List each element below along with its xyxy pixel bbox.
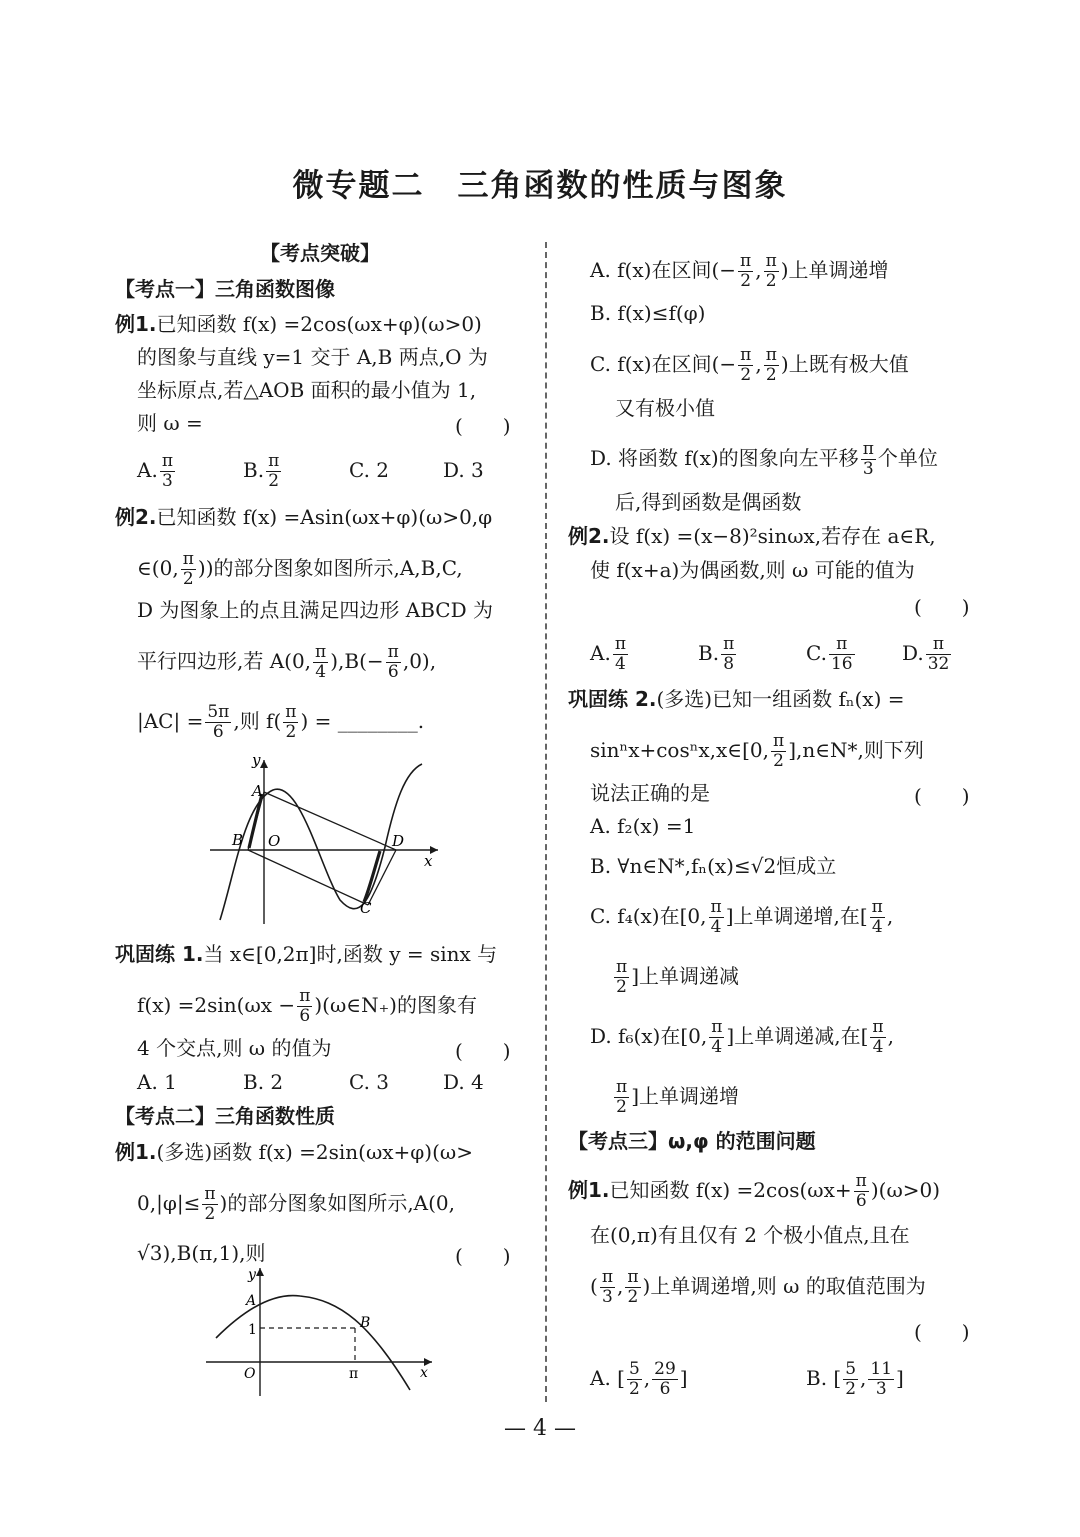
option-b: B. ∀n∈N*,fₙ(x)≤√2恒成立 bbox=[590, 854, 837, 878]
page-number: — 4 — bbox=[504, 1416, 576, 1441]
option-a: A. [ $\frac{5}{2}$ , $\frac{29}{6}$ ] bbox=[590, 1359, 688, 1399]
label-b: B bbox=[360, 1315, 371, 1331]
option-b: B. [ $\frac{5}{2}$ , $\frac{11}{3}$ ] bbox=[806, 1359, 904, 1399]
label-b: B bbox=[232, 831, 244, 849]
text: 在(0,π)有且仅有 2 个极小值点,且在 bbox=[590, 1223, 910, 1247]
text: 使 f(x+a)为偶函数,则 ω 可能的值为 bbox=[590, 558, 915, 582]
label-c: C bbox=[360, 899, 372, 917]
text: 则 ω = bbox=[137, 411, 203, 435]
option-b: B. f(x)≤f(φ) bbox=[590, 301, 706, 325]
label-a: A bbox=[246, 1293, 257, 1309]
option-a: A. $\frac{\pi}{4}$ bbox=[590, 634, 626, 674]
topic-3-header: 【考点三】ω,φ 的范围问题 bbox=[568, 1129, 816, 1153]
option-a: A. $\frac{\pi}{3}$ bbox=[137, 451, 173, 491]
label-y: y bbox=[252, 752, 261, 769]
label-x: x bbox=[420, 1365, 428, 1381]
text: 已知函数 f(x) =2cos(ωx+φ)(ω>0) bbox=[156, 312, 482, 336]
option-a: A. f₂(x) =1 bbox=[590, 814, 696, 838]
section-header: 【考点突破】 bbox=[260, 241, 380, 265]
answer-paren: ( ) bbox=[914, 784, 970, 808]
option-c: C. $\frac{\pi}{16}$ bbox=[806, 634, 853, 674]
answer-paren: ( ) bbox=[914, 1320, 970, 1344]
text: 坐标原点,若△AOB 面积的最小值为 1, bbox=[137, 378, 477, 402]
option-d: D. $\frac{\pi}{32}$ bbox=[902, 634, 950, 674]
option-d: D. 4 bbox=[443, 1070, 484, 1094]
topic-1-header: 【考点一】三角函数图像 bbox=[115, 277, 335, 301]
label-one: 1 bbox=[248, 1322, 257, 1338]
label-pi: π bbox=[349, 1366, 359, 1382]
label-o: O bbox=[268, 832, 281, 850]
topic-2-header: 【考点二】三角函数性质 bbox=[115, 1104, 335, 1128]
text: 后,得到函数是偶函数 bbox=[615, 490, 802, 514]
option-a: A. 1 bbox=[137, 1070, 177, 1094]
example-label: 例1. bbox=[115, 312, 157, 336]
label-a: A bbox=[252, 782, 263, 800]
text: 的图象与直线 y=1 交于 A,B 两点,O 为 bbox=[137, 345, 488, 369]
label-o: O bbox=[244, 1366, 256, 1382]
text: √3),B(π,1),则 bbox=[137, 1241, 266, 1265]
option-c: C. 2 bbox=[349, 458, 390, 482]
text: 又有极小值 bbox=[615, 396, 715, 420]
answer-paren: ( ) bbox=[455, 1039, 511, 1063]
option-b: B. $\frac{\pi}{2}$ bbox=[243, 451, 280, 491]
label-x: x bbox=[424, 852, 433, 870]
text: D 为图象上的点且满足四边形 ABCD 为 bbox=[137, 598, 493, 622]
option-d: D. 3 bbox=[443, 458, 484, 482]
figure-1-graph bbox=[200, 752, 450, 927]
text: 4 个交点,则 ω 的值为 bbox=[137, 1036, 332, 1060]
option-b: B. $\frac{\pi}{8}$ bbox=[698, 634, 735, 674]
answer-paren: ( ) bbox=[455, 414, 511, 438]
page-title: 微专题二 三角函数的性质与图象 bbox=[292, 168, 788, 204]
answer-paren: ( ) bbox=[914, 595, 970, 619]
text: 说法正确的是 bbox=[590, 781, 710, 805]
label-d: D bbox=[392, 832, 405, 850]
label-y: y bbox=[248, 1267, 256, 1283]
column-divider bbox=[545, 242, 547, 1402]
figure-2-graph bbox=[200, 1264, 440, 1399]
answer-paren: ( ) bbox=[455, 1244, 511, 1268]
option-c: C. 3 bbox=[349, 1070, 390, 1094]
option-b: B. 2 bbox=[243, 1070, 284, 1094]
